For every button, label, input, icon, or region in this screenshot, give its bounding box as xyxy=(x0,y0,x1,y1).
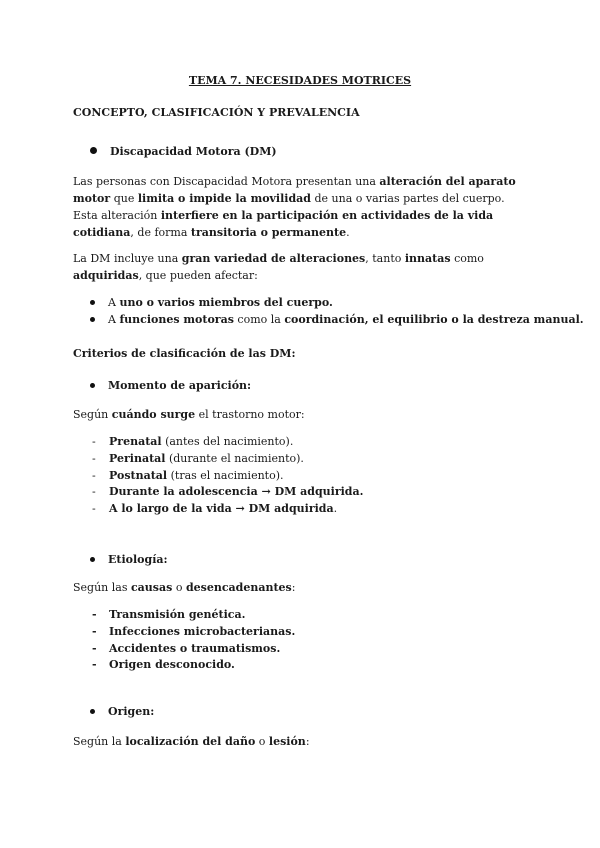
list-item xyxy=(92,501,363,518)
criteria-heading: Criterios de clasificación de las DM: xyxy=(73,347,296,360)
bullet-icon xyxy=(90,147,97,154)
bullet-icon xyxy=(90,557,95,562)
text-run: Según las xyxy=(73,581,131,594)
text-run: el trastorno motor: xyxy=(195,408,305,421)
bold-run: alteración del aparato motor xyxy=(73,175,516,205)
bold-run: A lo largo de la vida → DM adquirida xyxy=(109,502,334,516)
bold-run: limita o impide la movilidad xyxy=(137,192,311,205)
bold-run: Prenatal xyxy=(109,435,162,448)
list-item xyxy=(92,451,363,468)
page-title: TEMA 7. NECESIDADES MOTRICES xyxy=(188,74,412,87)
bold-run: innatas xyxy=(404,252,451,265)
list-item: - Origen desconocido. xyxy=(92,657,295,674)
text-run: . xyxy=(333,502,338,516)
bold-run: adquiridas xyxy=(73,269,139,282)
momento-heading: Momento de aparición: xyxy=(108,379,252,392)
text-run: (antes del nacimiento). xyxy=(161,435,294,448)
paragraph-variety xyxy=(73,250,528,284)
bold-run: interfiere en la participación en actividades de la vida cotidiana xyxy=(73,209,494,239)
etiologia-intro xyxy=(73,579,295,596)
bold-run: Durante la adolescencia → DM adquirida. xyxy=(109,485,364,499)
bold-run: lesión xyxy=(268,735,306,748)
origen-heading: Origen: xyxy=(108,705,155,718)
bold-run: funciones motoras xyxy=(119,313,234,326)
etiologia-list xyxy=(92,607,295,674)
bold-run: coordinación, el equilibrio o la destreza manual. xyxy=(284,313,584,326)
etiologia-heading: Etiología: xyxy=(108,553,168,566)
bold-run: Perinatal xyxy=(109,451,166,465)
text-run: que xyxy=(110,192,138,205)
dm-heading-row xyxy=(73,143,277,160)
text-run: o xyxy=(172,581,186,594)
dm-heading: Discapacidad Motora (DM) xyxy=(110,145,277,158)
text-run: A xyxy=(108,296,120,309)
origen-intro xyxy=(73,733,310,750)
bold-run: causas xyxy=(130,581,173,594)
bold-run: desencadenantes xyxy=(185,581,292,594)
text-run: como la xyxy=(233,313,285,326)
text-run: (durante el nacimiento). xyxy=(165,451,304,465)
etiologia-heading-row xyxy=(73,551,168,568)
text-run: Las personas con Discapacidad Motora presentan una xyxy=(73,175,380,188)
bold-run: gran variedad de alteraciones xyxy=(181,252,366,265)
list-item: - Infecciones microbacterianas. xyxy=(92,624,295,641)
bold-run: uno o varios miembros del cuerpo. xyxy=(119,296,333,309)
bullet-icon xyxy=(90,300,95,305)
bold-run: transitoria o permanente xyxy=(190,226,347,239)
list-item xyxy=(92,484,363,501)
list-item xyxy=(92,434,363,451)
list-item: - Accidentes o traumatismos. xyxy=(92,641,295,658)
bold-run: Postnatal xyxy=(109,468,168,482)
list-item xyxy=(73,311,584,328)
text-run: de una o varias partes del cuerpo. Esta alteración xyxy=(73,192,505,222)
list-item: - Transmisión genética. xyxy=(92,607,295,624)
text-run: o xyxy=(255,735,269,748)
bold-run: localización del daño xyxy=(125,735,256,748)
paragraph-definition xyxy=(73,173,528,241)
text-run: (tras el nacimiento). xyxy=(167,468,284,482)
text-run: . xyxy=(346,226,350,239)
text-run: , tanto xyxy=(365,252,405,265)
text-run: Según la xyxy=(73,735,126,748)
bold-run: cuándo surge xyxy=(111,408,196,421)
section-heading: CONCEPTO, CLASIFICACIÓN Y PREVALENCIA xyxy=(73,106,360,119)
text-run: A xyxy=(108,313,120,326)
text-run: : xyxy=(291,581,296,594)
text-run: , que pueden afectar: xyxy=(138,269,258,282)
list-item xyxy=(73,294,333,311)
text-run: Según xyxy=(73,408,112,421)
text-run: : xyxy=(305,735,310,748)
text-run: , de forma xyxy=(130,226,191,239)
bullet-icon xyxy=(90,383,95,388)
text-run: La DM incluye una xyxy=(73,252,182,265)
origen-heading-row xyxy=(73,703,154,720)
text-run: como xyxy=(450,252,484,265)
momento-heading-row xyxy=(73,377,251,394)
bullet-icon xyxy=(90,709,95,714)
bullet-icon xyxy=(90,317,95,322)
list-item xyxy=(92,468,363,485)
momento-intro xyxy=(73,406,305,423)
momento-list xyxy=(92,434,363,518)
